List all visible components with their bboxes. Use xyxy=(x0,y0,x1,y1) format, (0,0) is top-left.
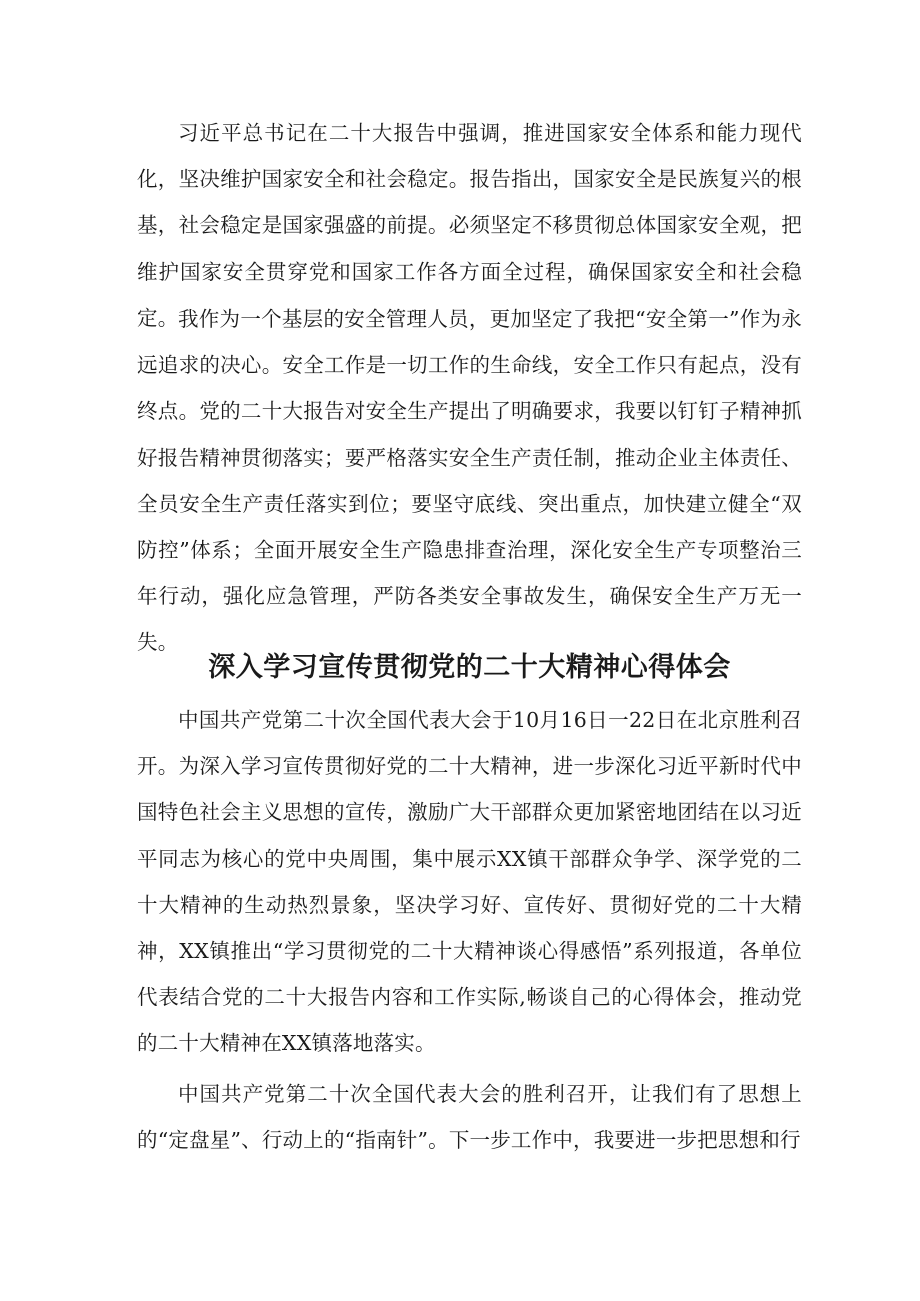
section-title: 深入学习宣传贯彻党的二十大精神心得体会 xyxy=(208,652,731,683)
body-paragraph: 我作为一个基层的安全管理人员，更加坚定了我把“安全第一”作为永远追求的决心。安全工作是一切工作的生命线，安全工作只有起点，没有终点。党的二十大报告对安全生产提出了明确要求，我要以钉钉子精神抓好报告精神贯彻落实；要严格落实安全生产责任制，推动企业主体责任、全员安全生产责任落实到位；要坚守底线、突出重点，加快建立健全“双防控”体系；全面开展安全生产隐患排查治理，深化安全生产专项整治三年行动，强化应急管理，严防各类安全事故发生，确保安全生产万无一失。 xyxy=(137,307,802,655)
body-paragraph: 中国共产党第二十次全国代表大会于10月16日一22日在北京胜利召开。为深入学习宣传贯彻好党的二十大精神，进一步深化习近平新时代中国特色社会主义思想的宣传，激励广大干部群众更加紧密地团结在以习近平同志为核心的党中央周围，集中展示XX镇干部群众争学、深学党的二十大精神的生动热烈景象，坚决学习好、宣传好、贯彻好党的二十大精神，XX镇推出“学习贯彻党的二十大精神谈心得感悟”系列报道，各单位代表结合党的二十大报告内容和工作实际,畅谈自己的心得体会，推动党的二十大精神在XX镇落地落实。 xyxy=(137,708,802,1056)
body-paragraph: 习近平总书记在二十大报告中强调，推进国家安全体系和能力现代化，坚决维护国家安全和社会稳定。报告指出，国家安全是民族复兴的根基，社会稳定是国家强盛的前提。必须坚定不移贯彻总体国家安全观，把维护国家安全贯穿党和国家工作各方面全过程，确保国家安全和社会稳定。 xyxy=(137,121,802,330)
body-paragraph: 中国共产党第二十次全国代表大会的胜利召开，让我们有了思想上的“定盘星”、行动上的“指南针”。下一步工作中，我要进一步把思想和行 xyxy=(137,1082,802,1153)
